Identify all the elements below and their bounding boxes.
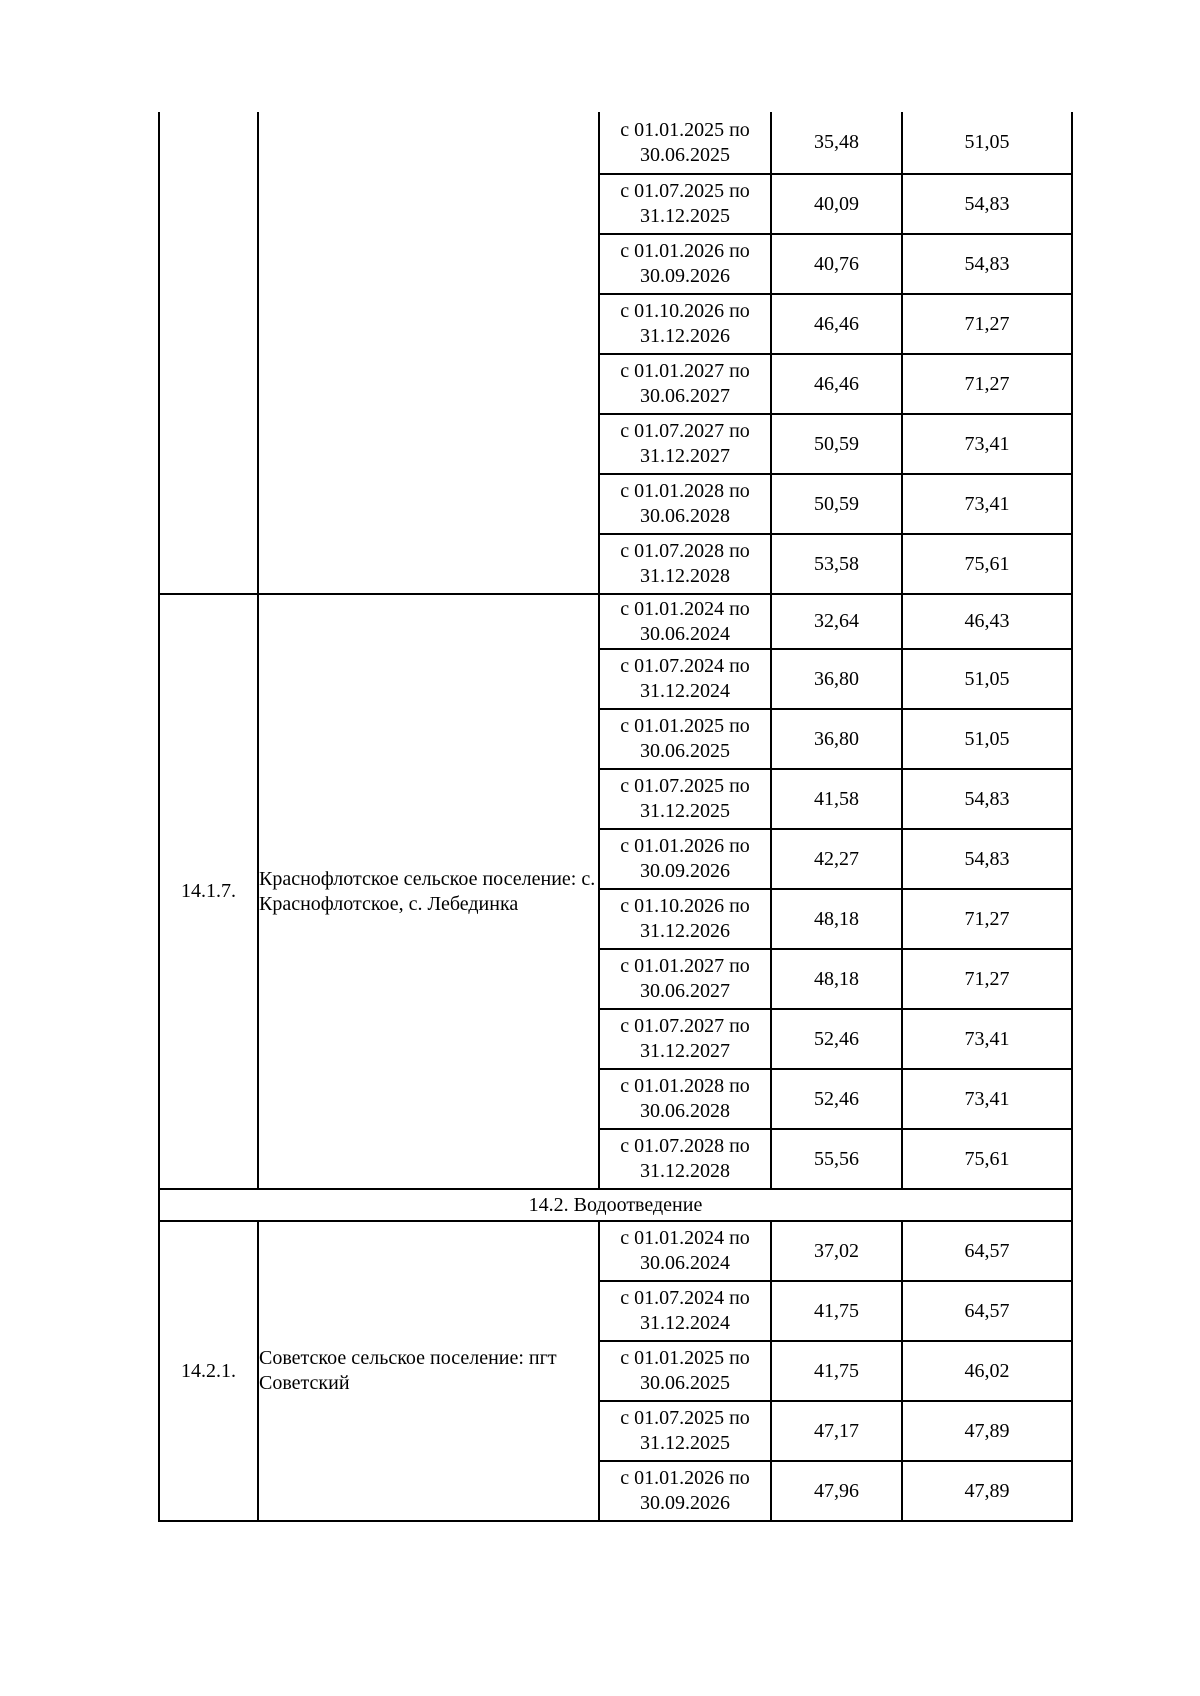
group-name-text: Краснофлотское сельское поселение: с. Краснофлотское, с. Лебединка (259, 867, 596, 915)
group-name-cell (258, 112, 599, 594)
tariff-table-body (159, 112, 1072, 1521)
group-code-cell (159, 112, 258, 594)
value-cell-2: 75,61 (902, 534, 1072, 594)
group-name-cell (258, 1221, 599, 1521)
value-cell-1: 46,46 (771, 354, 902, 414)
value-cell-2: 51,05 (902, 112, 1072, 174)
value-cell-1: 48,18 (771, 949, 902, 1009)
value-cell-1: 42,27 (771, 829, 902, 889)
value-cell-2: 51,05 (902, 709, 1072, 769)
value-cell-1: 35,48 (771, 112, 902, 174)
value-cell-1: 41,58 (771, 769, 902, 829)
period-cell: с 01.01.2026 по 30.09.2026 (599, 234, 771, 294)
period-cell: с 01.01.2024 по 30.06.2024 (599, 1221, 771, 1281)
value-cell-1: 41,75 (771, 1281, 902, 1341)
period-cell: с 01.10.2026 по 31.12.2026 (599, 889, 771, 949)
group-code-cell: 14.2.1. (159, 1221, 258, 1521)
value-cell-2: 54,83 (902, 829, 1072, 889)
value-cell-2: 71,27 (902, 354, 1072, 414)
value-cell-1: 50,59 (771, 474, 902, 534)
period-cell: с 01.07.2025 по 31.12.2025 (599, 769, 771, 829)
value-cell-2: 47,89 (902, 1461, 1072, 1521)
value-cell-1: 40,76 (771, 234, 902, 294)
value-cell-2: 46,02 (902, 1341, 1072, 1401)
value-cell-1: 36,80 (771, 709, 902, 769)
period-cell: с 01.01.2024 по 30.06.2024 (599, 594, 771, 649)
period-cell: с 01.07.2027 по 31.12.2027 (599, 1009, 771, 1069)
period-cell: с 01.07.2024 по 31.12.2024 (599, 1281, 771, 1341)
value-cell-2: 47,89 (902, 1401, 1072, 1461)
period-cell: с 01.01.2027 по 30.06.2027 (599, 949, 771, 1009)
value-cell-2: 54,83 (902, 174, 1072, 234)
value-cell-2: 71,27 (902, 949, 1072, 1009)
value-cell-1: 32,64 (771, 594, 902, 649)
period-cell: с 01.01.2025 по 30.06.2025 (599, 1341, 771, 1401)
value-cell-1: 36,80 (771, 649, 902, 709)
value-cell-1: 40,09 (771, 174, 902, 234)
value-cell-2: 71,27 (902, 294, 1072, 354)
period-cell: с 01.01.2026 по 30.09.2026 (599, 1461, 771, 1521)
period-cell: с 01.01.2027 по 30.06.2027 (599, 354, 771, 414)
value-cell-2: 64,57 (902, 1281, 1072, 1341)
value-cell-2: 75,61 (902, 1129, 1072, 1189)
value-cell-2: 73,41 (902, 474, 1072, 534)
value-cell-1: 52,46 (771, 1009, 902, 1069)
value-cell-1: 50,59 (771, 414, 902, 474)
value-cell-2: 51,05 (902, 649, 1072, 709)
table-row (159, 594, 1072, 649)
period-cell: с 01.07.2024 по 31.12.2024 (599, 649, 771, 709)
period-cell: с 01.07.2028 по 31.12.2028 (599, 534, 771, 594)
period-cell: с 01.01.2028 по 30.06.2028 (599, 474, 771, 534)
period-cell: с 01.10.2026 по 31.12.2026 (599, 294, 771, 354)
table-row (159, 112, 1072, 174)
group-code-cell: 14.1.7. (159, 594, 258, 1189)
value-cell-1: 47,17 (771, 1401, 902, 1461)
value-cell-2: 73,41 (902, 414, 1072, 474)
value-cell-1: 52,46 (771, 1069, 902, 1129)
value-cell-2: 71,27 (902, 889, 1072, 949)
value-cell-1: 47,96 (771, 1461, 902, 1521)
period-cell: с 01.01.2026 по 30.09.2026 (599, 829, 771, 889)
value-cell-1: 53,58 (771, 534, 902, 594)
section-row (159, 1189, 1072, 1221)
group-name-text: Советское сельское поселение: пгт Советский (259, 1347, 557, 1394)
period-cell: с 01.01.2028 по 30.06.2028 (599, 1069, 771, 1129)
value-cell-1: 46,46 (771, 294, 902, 354)
table-row (159, 1221, 1072, 1281)
period-cell: с 01.01.2025 по 30.06.2025 (599, 709, 771, 769)
section-title: 14.2. Водоотведение (159, 1189, 1072, 1221)
value-cell-1: 37,02 (771, 1221, 902, 1281)
value-cell-1: 48,18 (771, 889, 902, 949)
period-cell: с 01.07.2025 по 31.12.2025 (599, 1401, 771, 1461)
value-cell-2: 73,41 (902, 1069, 1072, 1129)
value-cell-1: 41,75 (771, 1341, 902, 1401)
tariff-table (158, 112, 1073, 1522)
value-cell-2: 64,57 (902, 1221, 1072, 1281)
value-cell-2: 46,43 (902, 594, 1072, 649)
value-cell-1: 55,56 (771, 1129, 902, 1189)
value-cell-2: 73,41 (902, 1009, 1072, 1069)
value-cell-2: 54,83 (902, 769, 1072, 829)
group-name-cell (258, 594, 599, 1189)
period-cell: с 01.07.2028 по 31.12.2028 (599, 1129, 771, 1189)
period-cell: с 01.07.2027 по 31.12.2027 (599, 414, 771, 474)
value-cell-2: 54,83 (902, 234, 1072, 294)
period-cell: с 01.07.2025 по 31.12.2025 (599, 174, 771, 234)
period-cell: с 01.01.2025 по 30.06.2025 (599, 112, 771, 174)
